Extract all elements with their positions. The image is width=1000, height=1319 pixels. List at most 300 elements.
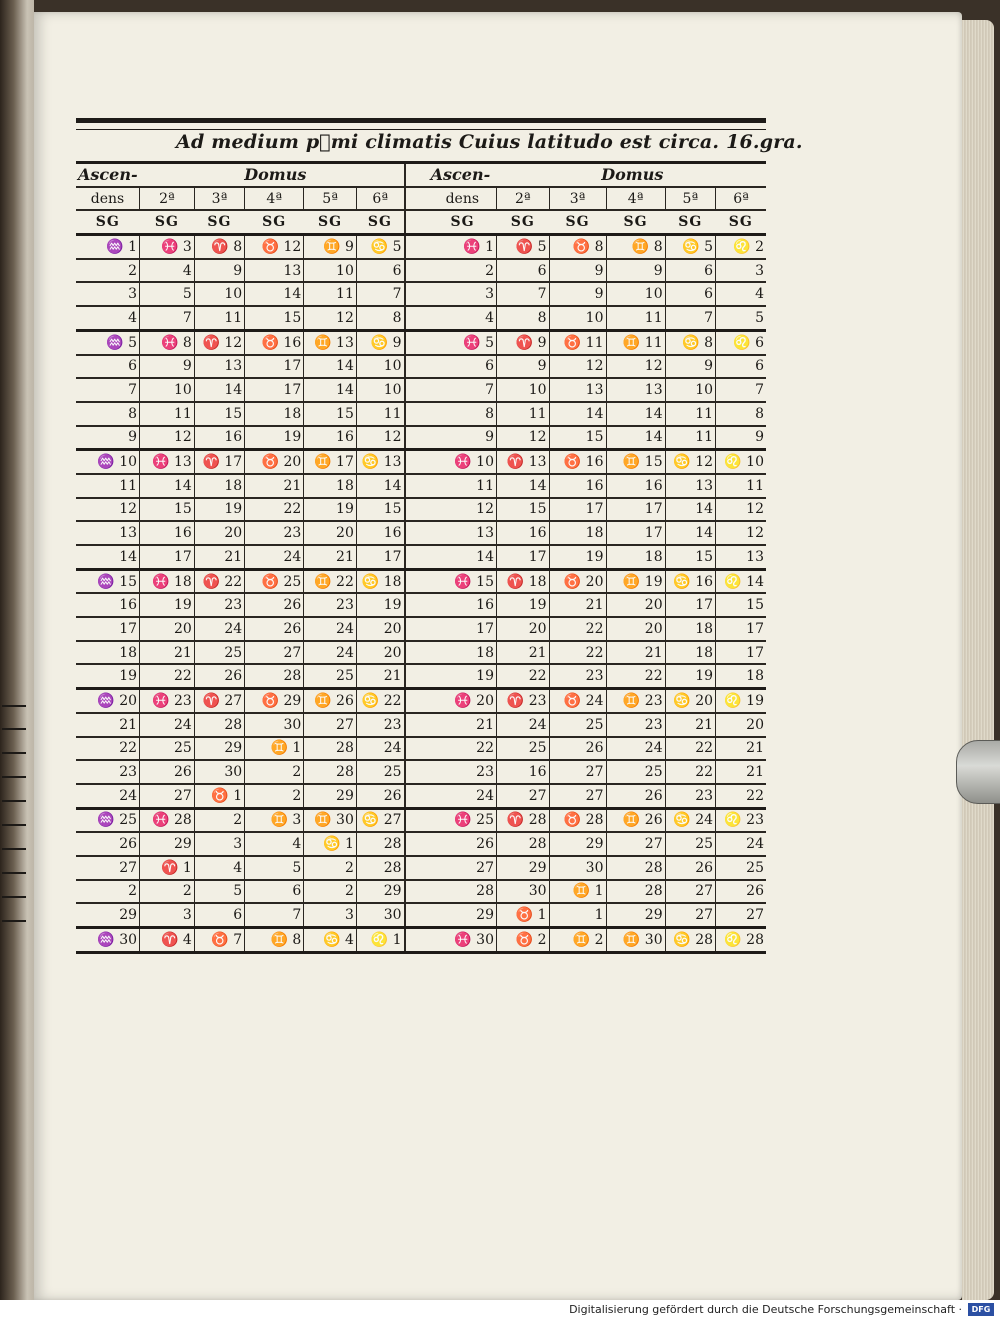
table-cell: 12 — [429, 498, 497, 522]
table-cell: 28 — [304, 760, 357, 784]
table-cell: 24 — [304, 617, 357, 641]
table-cell: ♒ 25 — [76, 808, 140, 832]
table-cell: 25 — [140, 737, 195, 761]
table-cell: ♋ 16 — [665, 569, 715, 593]
table-cell: 17 — [245, 378, 304, 402]
table-cell: 19 — [549, 545, 606, 569]
table-row — [76, 474, 766, 498]
table-cell: 11 — [497, 402, 550, 426]
table-cell: 11 — [194, 306, 244, 330]
table-cell: ♋ 24 — [665, 808, 715, 832]
table-cell: 13 — [665, 474, 715, 498]
table-cell: ♓ 13 — [140, 450, 195, 474]
table-cell: 13 — [245, 259, 304, 283]
column-gap — [405, 355, 429, 379]
table-cell: ♋ 5 — [356, 235, 404, 259]
table-cell: 18 — [429, 641, 497, 665]
table-cell: 28 — [245, 664, 304, 688]
table-cell: 22 — [549, 617, 606, 641]
table-cell: ♊ 3 — [245, 808, 304, 832]
table-cell: 22 — [140, 664, 195, 688]
column-gap — [405, 641, 429, 665]
table-cell: ♋ 4 — [304, 928, 357, 953]
column-gap — [405, 545, 429, 569]
table-cell: 27 — [304, 713, 357, 737]
table-cell: ♒ 30 — [76, 928, 140, 953]
table-cell: 11 — [665, 402, 715, 426]
table-cell: ♌ 2 — [716, 235, 766, 259]
table-cell: 17 — [606, 521, 665, 545]
table-cell: 24 — [716, 832, 766, 856]
table-cell: ♒ 20 — [76, 689, 140, 713]
table-cell: 27 — [76, 856, 140, 880]
table-cell: 27 — [665, 903, 715, 927]
table-cell: 23 — [194, 593, 244, 617]
table-cell: ♌ 19 — [716, 689, 766, 713]
table-cell: 18 — [76, 641, 140, 665]
table-cell: 10 — [194, 282, 244, 306]
table-cell: ♒ 15 — [76, 569, 140, 593]
table-row — [76, 282, 766, 306]
table-cell: 8 — [497, 306, 550, 330]
table-cell: 12 — [76, 498, 140, 522]
table-cell: 10 — [356, 378, 404, 402]
table-cell: ♌ 10 — [716, 450, 766, 474]
table-row — [76, 880, 766, 904]
table-cell: 29 — [304, 784, 357, 808]
table-cell: ♊ 8 — [245, 928, 304, 953]
column-gap — [405, 713, 429, 737]
table-cell: 27 — [549, 760, 606, 784]
table-cell: 20 — [356, 641, 404, 665]
table-cell: ♊ 26 — [304, 689, 357, 713]
table-cell: 25 — [194, 641, 244, 665]
table-cell: 24 — [356, 737, 404, 761]
table-cell: 30 — [245, 713, 304, 737]
table-cell: 20 — [304, 521, 357, 545]
table-cell: 18 — [304, 474, 357, 498]
table-cell: 20 — [194, 521, 244, 545]
table-cell: 9 — [606, 259, 665, 283]
table-row — [76, 664, 766, 688]
table-cell: 11 — [429, 474, 497, 498]
table-cell: ♉ 8 — [549, 235, 606, 259]
table-cell: 16 — [304, 426, 357, 450]
table-cell: 3 — [76, 282, 140, 306]
table-cell: 15 — [497, 498, 550, 522]
domus-label-right: Domus — [549, 164, 715, 187]
table-cell: 17 — [665, 593, 715, 617]
funding-notice: Digitalisierung gefördert durch die Deutsche Forschungsgemeinschaft · — [569, 1303, 962, 1316]
table-cell: 9 — [549, 259, 606, 283]
table-cell: 3 — [716, 259, 766, 283]
table-cell: 28 — [606, 856, 665, 880]
table-cell: 4 — [194, 856, 244, 880]
table-cell: 14 — [606, 402, 665, 426]
table-cell: 1 — [549, 903, 606, 927]
table-cell: 13 — [429, 521, 497, 545]
header-row-ascendens — [76, 164, 766, 187]
table-cell: ♊ 9 — [304, 235, 357, 259]
table-cell: 21 — [356, 664, 404, 688]
table-cell: ♊ 2 — [549, 928, 606, 953]
table-cell: 29 — [429, 903, 497, 927]
left-page-edge — [0, 0, 34, 1300]
footer-bar — [0, 1300, 1000, 1319]
table-cell: 16 — [194, 426, 244, 450]
table-cell: 24 — [245, 545, 304, 569]
table-cell: ♈ 13 — [497, 450, 550, 474]
table-cell: 24 — [606, 737, 665, 761]
table-cell: ♓ 15 — [429, 569, 497, 593]
table-cell: 21 — [304, 545, 357, 569]
table-cell: ♓ 25 — [429, 808, 497, 832]
table-cell: 26 — [194, 664, 244, 688]
table-cell: 12 — [497, 426, 550, 450]
table-row — [76, 856, 766, 880]
table-cell: 16 — [76, 593, 140, 617]
table-cell: 14 — [140, 474, 195, 498]
table-cell: ♊ 8 — [606, 235, 665, 259]
table-cell: 4 — [76, 306, 140, 330]
table-title: Ad medium p᷑mi climatis Cuius latitudo est circa. 16.gra. — [176, 131, 803, 153]
table-cell: 19 — [497, 593, 550, 617]
header-row-sg: SG SG SG SG SG SG SG SG SG SG SG SG — [76, 210, 766, 234]
table-cell: 23 — [665, 784, 715, 808]
column-gap — [405, 378, 429, 402]
table-cell: 27 — [549, 784, 606, 808]
table-cell: 27 — [665, 880, 715, 904]
table-cell: ♓ 10 — [429, 450, 497, 474]
table-cell: 18 — [194, 474, 244, 498]
table-cell: ♈ 8 — [194, 235, 244, 259]
table-cell: 27 — [245, 641, 304, 665]
table-cell: ♉ 1 — [497, 903, 550, 927]
table-cell: 21 — [716, 760, 766, 784]
table-cell: 3 — [194, 832, 244, 856]
table-cell: ♋ 28 — [665, 928, 715, 953]
table-cell: 21 — [497, 641, 550, 665]
table-cell: 12 — [716, 521, 766, 545]
table-cell: 29 — [76, 903, 140, 927]
table-cell: ♊ 13 — [304, 330, 357, 354]
table-cell: 26 — [140, 760, 195, 784]
table-cell: 10 — [549, 306, 606, 330]
table-row — [76, 689, 766, 713]
table-cell: ♊ 30 — [304, 808, 357, 832]
table-row — [76, 641, 766, 665]
table-cell: ♉ 2 — [497, 928, 550, 953]
column-gap — [405, 760, 429, 784]
table-cell: 14 — [76, 545, 140, 569]
table-cell: 16 — [549, 474, 606, 498]
table-cell: ♈ 9 — [497, 330, 550, 354]
table-cell: 25 — [665, 832, 715, 856]
column-gap — [405, 235, 429, 259]
table-cell: 7 — [497, 282, 550, 306]
table-cell: 7 — [356, 282, 404, 306]
table-cell: 16 — [497, 521, 550, 545]
table-cell: 10 — [665, 378, 715, 402]
table-cell: ♋ 12 — [665, 450, 715, 474]
table-cell: 13 — [194, 355, 244, 379]
table-cell: 15 — [356, 498, 404, 522]
table-cell: ♊ 30 — [606, 928, 665, 953]
table-cell: 30 — [194, 760, 244, 784]
table-cell: 19 — [245, 426, 304, 450]
table-row — [76, 808, 766, 832]
table-cell: 28 — [497, 832, 550, 856]
table-row — [76, 330, 766, 354]
table-cell: 26 — [245, 617, 304, 641]
table-cell: 28 — [194, 713, 244, 737]
table-cell: 2 — [76, 259, 140, 283]
table-cell: 20 — [606, 593, 665, 617]
table-cell: ♋ 1 — [304, 832, 357, 856]
table-cell: 16 — [429, 593, 497, 617]
table-cell: 27 — [497, 784, 550, 808]
table-cell: 28 — [429, 880, 497, 904]
table-cell: 19 — [76, 664, 140, 688]
table-cell: 21 — [429, 713, 497, 737]
table-cell: 9 — [497, 355, 550, 379]
table-cell: 23 — [429, 760, 497, 784]
table-cell: 13 — [606, 378, 665, 402]
table-row — [76, 784, 766, 808]
table-cell: 20 — [716, 713, 766, 737]
table-cell: 12 — [140, 426, 195, 450]
table-cell: 23 — [606, 713, 665, 737]
table-row — [76, 593, 766, 617]
column-gap — [405, 282, 429, 306]
table-row — [76, 450, 766, 474]
table-cell: 12 — [304, 306, 357, 330]
table-cell: 14 — [497, 474, 550, 498]
table-cell: 9 — [76, 426, 140, 450]
book-clasp — [956, 740, 1000, 804]
table-cell: 18 — [665, 641, 715, 665]
table-row — [76, 903, 766, 927]
table-cell: 25 — [497, 737, 550, 761]
table-cell: 16 — [140, 521, 195, 545]
table-cell: 10 — [140, 378, 195, 402]
table-cell: 17 — [497, 545, 550, 569]
table-cell: 21 — [140, 641, 195, 665]
table-cell: 29 — [606, 903, 665, 927]
column-gap — [405, 856, 429, 880]
table-cell: 6 — [194, 903, 244, 927]
table-cell: ♋ 18 — [356, 569, 404, 593]
table-cell: 11 — [606, 306, 665, 330]
table-cell: 18 — [606, 545, 665, 569]
column-gap — [405, 617, 429, 641]
table-cell: 15 — [194, 402, 244, 426]
table-cell: ♈ 4 — [140, 928, 195, 953]
table-cell: 19 — [665, 664, 715, 688]
table-cell: 21 — [76, 713, 140, 737]
table-cell: ♉ 20 — [245, 450, 304, 474]
table-cell: 23 — [304, 593, 357, 617]
table-cell: ♓ 30 — [429, 928, 497, 953]
table-cell: 5 — [194, 880, 244, 904]
table-cell: ♋ 8 — [665, 330, 715, 354]
table-cell: ♉ 16 — [549, 450, 606, 474]
table-cell: 29 — [497, 856, 550, 880]
table-row — [76, 426, 766, 450]
column-gap — [405, 664, 429, 688]
column-gap — [405, 306, 429, 330]
table-cell: ♈ 22 — [194, 569, 244, 593]
table-cell: ♉ 25 — [245, 569, 304, 593]
table-cell: 17 — [245, 355, 304, 379]
column-gap — [405, 259, 429, 283]
table-cell: 22 — [497, 664, 550, 688]
table-cell: 28 — [356, 832, 404, 856]
table-cell: 23 — [549, 664, 606, 688]
column-gap — [405, 689, 429, 713]
table-cell: 3 — [304, 903, 357, 927]
table-cell: 20 — [606, 617, 665, 641]
table-cell: 16 — [356, 521, 404, 545]
table-cell: 25 — [549, 713, 606, 737]
table-cell: 2 — [194, 808, 244, 832]
table-cell: ♋ 27 — [356, 808, 404, 832]
table-cell: 2 — [429, 259, 497, 283]
table-cell: ♈ 27 — [194, 689, 244, 713]
table-cell: 12 — [606, 355, 665, 379]
table-cell: ♓ 28 — [140, 808, 195, 832]
table-cell: 4 — [245, 832, 304, 856]
table-cell: 16 — [606, 474, 665, 498]
column-gap — [405, 426, 429, 450]
table-cell: ♋ 22 — [356, 689, 404, 713]
table-cell: 11 — [716, 474, 766, 498]
table-cell: 7 — [140, 306, 195, 330]
table-row — [76, 235, 766, 259]
table-cell: 10 — [497, 378, 550, 402]
table-cell: 4 — [140, 259, 195, 283]
column-gap — [405, 450, 429, 474]
table-cell: ♉ 12 — [245, 235, 304, 259]
table-cell: 2 — [245, 784, 304, 808]
table-cell: 19 — [140, 593, 195, 617]
table-row — [76, 306, 766, 330]
table-cell: 8 — [429, 402, 497, 426]
table-cell: ♓ 3 — [140, 235, 195, 259]
table-cell: 30 — [549, 856, 606, 880]
table-cell: 6 — [245, 880, 304, 904]
table-cell: 15 — [716, 593, 766, 617]
table-cell: 13 — [549, 378, 606, 402]
dens-label-left: dens — [76, 187, 140, 211]
table-cell: 10 — [304, 259, 357, 283]
table-cell: 29 — [356, 880, 404, 904]
table-cell: 9 — [716, 426, 766, 450]
table-cell: 6 — [76, 355, 140, 379]
table-cell: 6 — [429, 355, 497, 379]
table-cell: 27 — [716, 903, 766, 927]
table-cell: 6 — [665, 259, 715, 283]
table-cell: 11 — [304, 282, 357, 306]
table-cell: 11 — [665, 426, 715, 450]
table-row — [76, 259, 766, 283]
table-cell: 7 — [429, 378, 497, 402]
table-cell: ♈ 18 — [497, 569, 550, 593]
table-cell: 14 — [304, 378, 357, 402]
table-cell: 17 — [549, 498, 606, 522]
table-cell: ♌ 23 — [716, 808, 766, 832]
table-cell: ♊ 19 — [606, 569, 665, 593]
column-gap — [405, 832, 429, 856]
column-gap — [405, 474, 429, 498]
table-cell: 6 — [716, 355, 766, 379]
table-cell: 23 — [356, 713, 404, 737]
table-cell: 6 — [665, 282, 715, 306]
table-cell: 19 — [304, 498, 357, 522]
table-cell: 9 — [429, 426, 497, 450]
table-cell: ♓ 18 — [140, 569, 195, 593]
table-cell: 21 — [606, 641, 665, 665]
table-cell: 2 — [245, 760, 304, 784]
table-cell: 27 — [429, 856, 497, 880]
table-cell: 19 — [194, 498, 244, 522]
table-cell: ♊ 15 — [606, 450, 665, 474]
house-cusp-table — [76, 164, 766, 954]
table-cell: ♉ 24 — [549, 689, 606, 713]
dens-label-right: dens — [429, 187, 497, 211]
table-cell: 13 — [716, 545, 766, 569]
ascen-label-left: Ascen- — [76, 164, 140, 187]
table-cell: 17 — [76, 617, 140, 641]
table-cell: 22 — [606, 664, 665, 688]
table-row — [76, 355, 766, 379]
table-cell: ♉ 7 — [194, 928, 244, 953]
table-cell: 22 — [716, 784, 766, 808]
table-cell: ♋ 13 — [356, 450, 404, 474]
table-cell: 17 — [606, 498, 665, 522]
domus-label-left: Domus — [194, 164, 356, 187]
table-cell: 13 — [76, 521, 140, 545]
table-cell: 7 — [76, 378, 140, 402]
table-cell: 11 — [356, 402, 404, 426]
table-cell: 24 — [76, 784, 140, 808]
table-cell: ♉ 1 — [194, 784, 244, 808]
table-cell: 2 — [140, 880, 195, 904]
table-cell: 9 — [665, 355, 715, 379]
table-cell: ♊ 23 — [606, 689, 665, 713]
table-cell: ♒ 5 — [76, 330, 140, 354]
table-cell: 21 — [549, 593, 606, 617]
table-cell: 24 — [304, 641, 357, 665]
table-cell: 23 — [76, 760, 140, 784]
table-cell: ♈ 12 — [194, 330, 244, 354]
table-cell: 14 — [304, 355, 357, 379]
table-cell: ♊ 1 — [245, 737, 304, 761]
table-cell: 18 — [716, 664, 766, 688]
table-cell: 19 — [429, 664, 497, 688]
table-cell: 7 — [245, 903, 304, 927]
table-cell: ♓ 23 — [140, 689, 195, 713]
column-gap — [405, 330, 429, 354]
column-gap — [405, 737, 429, 761]
table-cell: 28 — [356, 856, 404, 880]
table-cell: ♓ 20 — [429, 689, 497, 713]
table-cell: 17 — [140, 545, 195, 569]
table-cell: 10 — [356, 355, 404, 379]
table-cell: 26 — [549, 737, 606, 761]
column-gap — [405, 402, 429, 426]
table-cell: 9 — [194, 259, 244, 283]
